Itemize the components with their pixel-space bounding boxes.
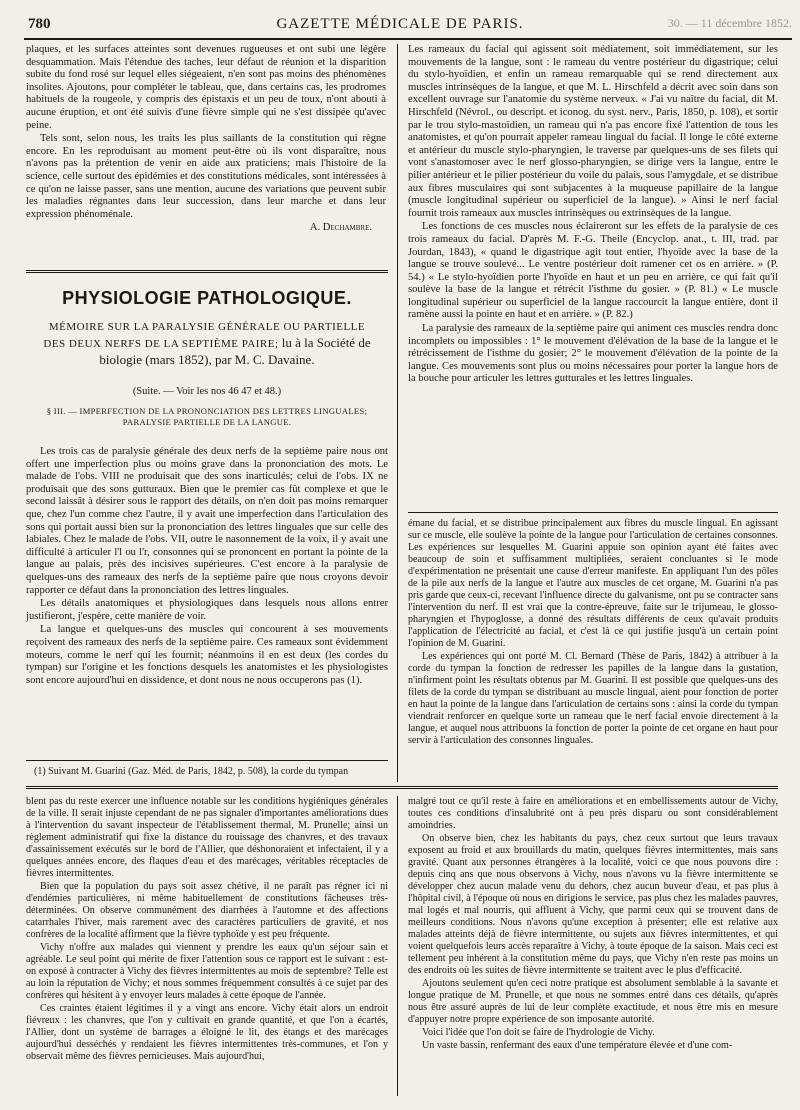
paragraph: Bien que la population du pays soit assez chétive, il ne paraît pas régner ici ni d'endémies particulières, ni même habituellement de constitutions fâcheuses très-déterminées. On observe communément des diarrhées à l'automne et des affections catarrhales l'hiver, mais rarement avec des caractères particuliers de gravité, et nos confrères de la localité affirment que la fièvre typhoïde y est peu fréquente. bbox=[26, 881, 388, 940]
paragraph: Ajoutons seulement qu'en ceci notre pratique est absolument semblable à la savante et longue pratique de M. Prunelle, et que nous ne sommes entré dans ces détails, qu'après nous être assuré auprès de lui de leur complète exactitude, et nous être mis en mesure d'appuyer notre propre expérience de son imposante autorité. bbox=[408, 978, 778, 1025]
footnote-rule bbox=[408, 512, 778, 513]
article-body-right bbox=[408, 44, 778, 387]
paragraph: Les trois cas de paralysie générale des deux nerfs de la septième paire nous ont offert une imperfection plus ou moins grave dans la prononciation des mots. Le malade de l'obs. VIII ne produisait que des sons inarticulés; celui de l'obs. IX ne produisait que des sons gutturaux. Bien que le premier cas fût complexe et que le second laissât à désirer sous le rapport des détails, on n'en doit pas moins remarquer que, chez l'un comme chez l'autre, il y avait une imperfection dans l'articulation des sons qui portait aussi bien sur la prononciation des lettres linguales que sur celle des labiales. Chez le malade de l'obs. VII, outre le nasonnement de la voix, il y avait une difficulté à articuler l'l ou l'r, consonnes qui se prononcent en portant la pointe de la langue au palais, près des incisives supérieures. C'est encore à la paralysie de quelques-uns des rameaux des nerfs de la septième paire que nous croyons devoir rapporter ce défaut dans la prononciation des lettres linguales. bbox=[26, 446, 388, 596]
column-rule bbox=[397, 44, 398, 782]
header-rule bbox=[24, 38, 792, 40]
paragraph: La langue et quelques-uns des muscles qui concourent à ses mouvements reçoivent des rameaux des nerfs de la septième paire. Ces rameaux sont évidemment moteurs, comme le nerf qui les fournit; néanmoins il en est deux (les cordes du tympan) sur l'origine et les fonctions desquels les anatomistes et les physiologistes sont encore aujourd'hui en dissidence, et dont nous ne nous occuperons pas (1). bbox=[26, 624, 388, 686]
paragraph: blent pas du reste exercer une influence notable sur les conditions hygiéniques générales de la ville. Il serait injuste cependant de ne pas signaler d'importantes améliorations dues à l'intervention du savant inspecteur de l'établissement thermal, M. Prunelle; ainsi un règlement administratif qui fixe la distance du rouissage des chanvres, et des travaux d'assainissement exécutés sur le bord de l'Allier, que déshonoraient et infectaient, il y a quelques années encore, des flaques d'eau et des marécages, véritables réceptacles de fièvres intermittentes. bbox=[26, 796, 388, 879]
paragraph: Tels sont, selon nous, les traits les plus saillants de la constitution qui règne encore. En les reproduisant au moment peut-être où ils vont disparaître, nous n'avons pas la prétention de venir en aide aux praticiens; mais l'histoire de la science, celle surtout des épidémies et des constitutions médicales, sont intéressées à ce qu'on ne laisse passer, sans une mention, aucune des variations que peuvent subir les maladies régnantes dans leur succession, dans leur marche et dans leur expression phénoménale. bbox=[26, 133, 386, 220]
paragraph: malgré tout ce qu'il reste à faire en améliorations et en embellissements autour de Vichy, toutes ces conditions d'insalubrité ont à peu près disparu ou sont considérablement amoindries. bbox=[408, 796, 778, 831]
running-head: 30. — 11 décembre 1852. bbox=[667, 16, 792, 30]
signature: A. Dechambre. bbox=[309, 222, 372, 234]
paragraph: Les détails anatomiques et physiologiques dans lesquels nous allons entrer justifieront, j'espère, cette manière de voir. bbox=[26, 598, 388, 622]
article-body-left bbox=[26, 446, 388, 688]
column-rule bbox=[397, 796, 398, 1096]
paragraph: Vichy n'offre aux malades qui viennent y prendre les eaux qu'un séjour sain et agréable. Le seul point qui mérite de fixer l'attention sous ce rapport est le suivant : est-on exposé à contracter à Vichy des fièvres intermittentes au mois de septembre? Telle est au loin la réputation de Vichy; et nous sommes fréquemment consultés à ce sujet par des confrères qui hésitent à y envoyer leurs malades à cette époque de l'année. bbox=[26, 942, 388, 1001]
paragraph: émane du facial, et se distribue principalement aux fibres du muscle lingual. En agissant sur ce muscle, elle soulève la pointe de la langue pour l'articulation de certaines consonnes. Les expériences sur lesquelles M. Guarini appuie son opinion ayant été faites avec beaucoup de soin et suffisamment multipliées, seraient concluantes si le mode d'expérimentation ne présentait une cause d'erreur manifeste. En appliquant l'un des pôles de la pile aux nerfs de la langue et l'autre aux muscles de cet organe, M. Guarini n'a pas pris garde que ceux-ci, recevant l'influence directe du galvanisme, ont pu se contracter sans l'intervention du nerf. Il est vrai que la contre-épreuve, faite sur le trijumeau, le glosso-pharyngien et l'hypoglosse, a donné des résultats différents de ceux qu'avait produits l'application de l'électricité au facial, et c'est là ce qui justifie jusqu'à un certain point l'opinion de M. Guarini. bbox=[408, 518, 778, 649]
paragraph: Les rameaux du facial qui agissent soit médiatement, soit immédiatement, sur les mouvements de la langue, sont : le rameau du ventre postérieur du digastrique; celui du stylo-hyoïdien, et enfin un rameau remarquable qui se rend directement aux muscles intrinsèques de la langue, et que M. L. Hirschfeld a décrit avec soin dans son excellent ouvrage sur l'anatomie du système nerveux. « J'ai vu naître du facial, dit M. Hirschfeld (Névrol., ou descript. et iconog. du syst. nerv., Paris, 1850, p. 108), et sortir par le trou stylo-mastoïdien, un rameau qui n'a pas encore fixé l'attention de tous les anatomistes, et qu'on pourrait appeler rameau lingual du facial. Il longe le côté externe et antérieur du muscle stylo-pharyngien, le traverse par quelques-uns de ses filets qui vont s'anastomoser avec le nerf glosso-pharyngien, se dirige vers la langue, entre le pilier antérieur et le pilier postérieur du voile du palais, sous l'amygdale, et se distribue aux fibres musculaires qui sont subjacentes à la muqueuse papillaire de la langue (muscle longitudinal supérieur ou superficiel de la langue). » Ainsi le nerf facial fournit trois rameaux aux muscles intrinsèques ou extrinsèques de la langue. bbox=[408, 44, 778, 219]
paragraph: On observe bien, chez les habitants du pays, chez ceux surtout que leurs travaux exposent au froid et aux brouillards du matin, quelques fièvres intermittentes, mais sans gravité. Quant aux personnes étrangères à la localité, voici ce que nous pouvons dire : depuis cinq ans que nous observons à Vichy, nous n'avons vu la fièvre intermittente se développer chez aucun malade venu du dehors, chez aucun buveur d'eau, et pas plus à l'hôpital civil, à l'époque où nous en dirigions le service, pas plus chez les malades pauvres, mal logés et mal nourris, qui affluent à Vichy, que parmi ceux qui se trouvent dans de meilleurs conditions. Nous n'avons qu'une exception à présenter; elle est relative aux malades atteints déjà de fièvre intermittente, ou sujets aux fièvres intermittentes, et qui voient quelquefois leurs accès reparaître à Vichy, à toute époque de la saison. Mais ceci est tellement peu inhérent à la constitution même du pays, que Vichy n'en reste pas moins un des endroits où les suites de fièvre intermittente se traitent avec le plus d'efficacité. bbox=[408, 833, 778, 976]
paragraph: Les fonctions de ces muscles nous éclaireront sur les effets de la paralysie de ces trois rameaux du facial. D'après M. F.-G. Theile (Encyclop. anat., t. III, trad. par Jourdan, 1843), « quand le digastrique agit tout entier, l'hyoïde avec la base de la langue se trouve soulevé... Le ventre postérieur doit ramener cet os en arrière. » (P. 54.) « Le stylo-hyoïdien porte l'hyoïde en haut et un peu en arrière, ce qui fait qu'il soulève la base de la langue et rétrécit l'isthme du gosier. » (P. 81.) « Le muscle longitudinal supérieur ou superficiel de la langue raccourcit la langue entière, dont il ramène aussi la pointe en haut et en arrière. » (P. 82.) bbox=[408, 221, 778, 321]
section-title: PHYSIOLOGIE PATHOLOGIQUE. bbox=[62, 288, 352, 308]
vichy-article-left bbox=[26, 796, 388, 1064]
footnote: (1) Suivant M. Guarini (Gaz. Méd. de Paris, 1842, p. 508), la corde du tympan bbox=[34, 766, 349, 777]
footnote-rule bbox=[26, 760, 388, 761]
page-section-separator bbox=[26, 786, 778, 789]
memoir-title-rest: lu à la Société de biologie (mars 1852), par M. C. Davaine. bbox=[99, 335, 371, 367]
paragraph: Voici l'idée que l'on doit se faire de l'hydrologie de Vichy. bbox=[422, 1027, 655, 1038]
page-number: 780 bbox=[28, 16, 51, 32]
article-separator bbox=[26, 270, 388, 273]
previous-article-end bbox=[26, 44, 386, 235]
continuation-note: (Suite. — Voir les nos 46 47 et 48.) bbox=[132, 386, 282, 397]
journal-title: GAZETTE MÉDICALE DE PARIS. bbox=[276, 16, 524, 32]
memoir-title bbox=[40, 318, 374, 367]
paragraph: Les expériences qui ont porté M. Cl. Bernard (Thèse de Paris, 1842) à attribuer à la corde du tympan la fonction de redresser les papilles de la langue dans la gustation, n'infirment point les résultats obtenus par M. Guarini. Il est possible que quelques-uns des filets de la corde du tympan se distribuant au muscle lingual, aient pour fonction de porter en haut la pointe de la langue dans l'articulation de certains sons : ainsi la corde du tympan viendrait renforcer en quelque sorte un rameau que le nerf facial envoie directement à la langue, et auquel nous attribuons la fonction de porter la pointe de cet organe en haut pour servir à l'articulation des consonnes linguales. bbox=[408, 651, 778, 746]
footnote-continuation bbox=[408, 518, 778, 748]
paragraph: Un vaste bassin, renfermant des eaux d'une température élevée et d'une com- bbox=[422, 1040, 733, 1051]
vichy-article-right bbox=[408, 796, 778, 1053]
memoir-title-lead: MÉMOIRE SUR LA PARALYSIE GÉNÉRALE OU PARTIELLE DES DEUX NERFS DE LA SEPTIÈME PAIRE; bbox=[43, 321, 366, 350]
subsection-heading: § III. — IMPERFECTION DE LA PRONONCIATION DES LETTRES LINGUALES; PARALYSIE PARTIELLE DE LA LANGUE. bbox=[46, 406, 368, 427]
paragraph: La paralysie des rameaux de la septième paire qui animent ces muscles rendra donc incomplets ou impossibles : 1° le mouvement d'élévation de la base de la langue et le rétrécissement de l'isthme du gosier; 2° le mouvement d'élévation de la pointe de la langue. Ces mouvements sont plus ou moins nécessaires pour porter la langue hors de la bouche pour articuler les lettres gutturales et les lettres linguales. bbox=[408, 323, 778, 385]
paragraph: Ces craintes étaient légitimes il y a vingt ans encore. Vichy était alors un endroit fiévreux : les chanvres, que l'on y cultivait en grande quantité, et que l'on a écartés, l'Allier, dont un système de barrages a éloigné le lit, des étangs et des marécages aujourd'hui desséchés y rendaient les fièvres intermittentes très-communes, et l'on y observait même des fièvres pernicieuses. Mais aujourd'hui, bbox=[26, 1003, 388, 1062]
paragraph: plaques, et les surfaces atteintes sont devenues rugueuses et ont subi une légère desquammation. Mais l'étendue des taches, leur défaut de réunion et la disparition subite du fond rosé sur lequel elles siégeaient, n'en sont pas moins des phénomènes insolites. Ajoutons, pour compléter le tableau, que, dans certains cas, les prodromes habituels de la rougeole, y compris des épistaxis et un peu de toux, n'ont abouti à aucune éruption, et ont été suivis d'une fièvre simple qui ne s'est dissipée qu'avec peine. bbox=[26, 44, 386, 131]
